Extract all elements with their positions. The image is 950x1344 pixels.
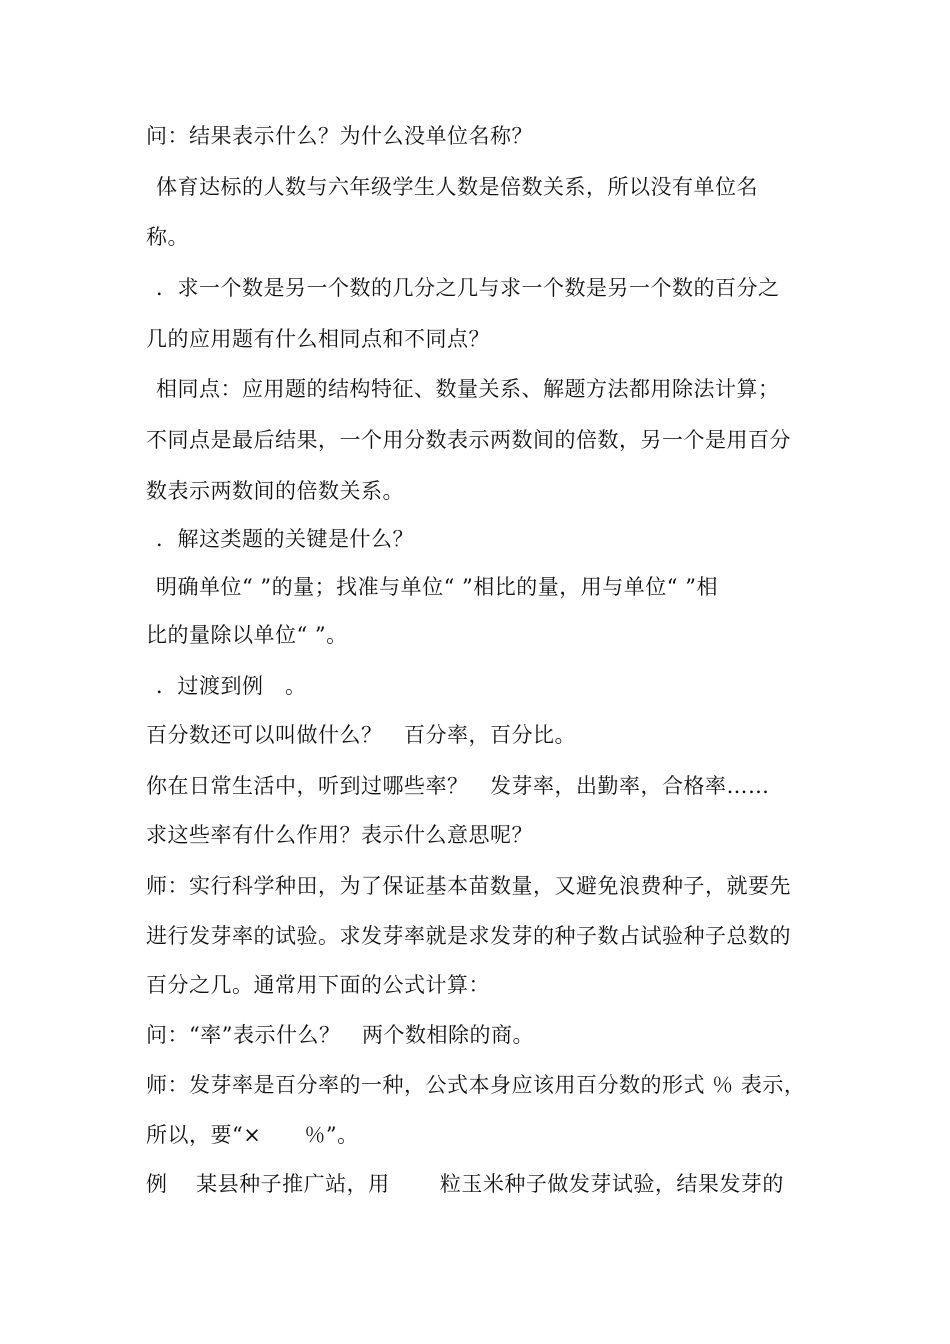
- text-line: 例 某县种子推广站，用 粒玉米种子做发芽试验，结果发芽的: [146, 1172, 784, 1196]
- text-line: 百分数还可以叫做什么？ 百分率，百分比。: [146, 723, 576, 747]
- text-line: 师：实行科学种田，为了保证基本苗数量，又避免浪费种子，就要先: [146, 874, 791, 898]
- text-line: 百分之几。通常用下面的公式计算：: [146, 973, 490, 997]
- text-line: 称。: [146, 225, 189, 249]
- text-line: 不同点是最后结果，一个用分数表示两数间的倍数，另一个是用百分: [146, 428, 791, 452]
- text-line: 相同点：应用题的结构特征、数量关系、解题方法都用除法计算；: [156, 377, 780, 401]
- text-line: 明确单位“ ”的量；找准与单位“ ”相比的量，用与单位“ ”相: [156, 575, 718, 599]
- text-line: ．解这类题的关键是什么？: [156, 527, 414, 551]
- text-line: 问：“率”表示什么？ 两个数相除的商。: [146, 1023, 534, 1047]
- text-line: ．求一个数是另一个数的几分之几与求一个数是另一个数的百分之: [156, 276, 780, 300]
- text-line: 比的量除以单位“ ”。: [146, 623, 348, 647]
- text-line: 你在日常生活中，听到过哪些率？ 发芽率，出勤率，合格率……: [146, 774, 770, 798]
- text-line: 师：发芽率是百分率的一种，公式本身应该用百分数的形式 ％ 表示，: [146, 1073, 806, 1097]
- text-line: ．过渡到例 。: [156, 674, 307, 698]
- text-line: 几的应用题有什么相同点和不同点？: [146, 327, 490, 351]
- text-line: 数表示两数间的倍数关系。: [146, 479, 404, 503]
- text-line: 求这些率有什么作用？表示什么意思呢？: [146, 823, 533, 847]
- text-line: 体育达标的人数与六年级学生人数是倍数关系，所以没有单位名: [156, 175, 758, 199]
- text-line: 问：结果表示什么？为什么没单位名称？: [146, 124, 533, 148]
- text-line: 进行发芽率的试验。求发芽率就是求发芽的种子数占试验种子总数的: [146, 924, 791, 948]
- text-line: 所以，要“× ％”。: [146, 1123, 359, 1147]
